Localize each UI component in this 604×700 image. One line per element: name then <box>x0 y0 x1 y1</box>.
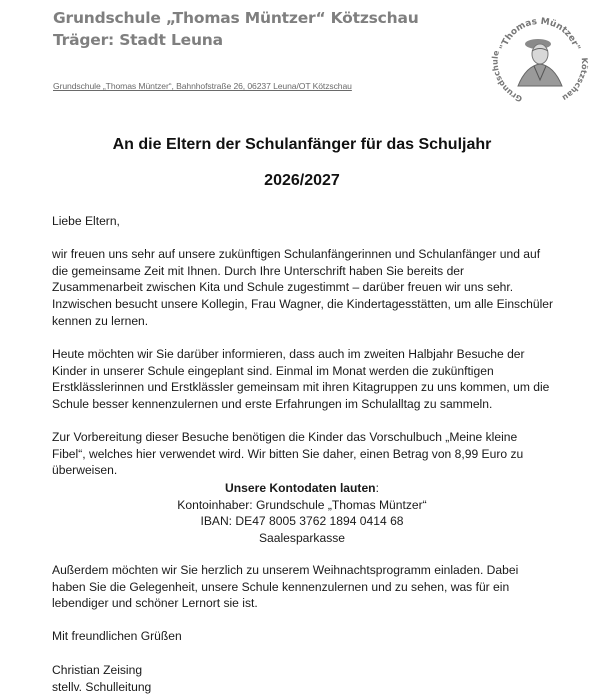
logo-ring-top: "Thomas Müntzer" <box>498 16 582 52</box>
signature-role: stellv. Schulleitung <box>52 679 152 694</box>
paragraph-invitation: Außerdem möchten wir Sie herzlich zu unserem Weihnachtsprogramm einladen. Dabei haben Sie die Gelegenheit, unsere Schule kennenzulernen und zu sehen, was für ein lebendiger und schöner Lernort sie ist. <box>52 563 519 611</box>
letterhead <box>53 7 419 51</box>
portrait-icon <box>486 10 594 110</box>
paragraph-visits: Heute möchten wir Sie darüber informieren, dass auch im zweiten Halbjahr Besuche der Kinder in unserer Schule eingeplant sind. Einmal im Monat werden die zukünftigen Erstklässlerinnen und Erstklässler gemeinsam mit ihren Kitagruppen zu uns kommen, um die Schule besser kennenzulernen und erste Erfahrungen im Schulalltag zu sammeln. <box>52 347 550 412</box>
salutation: Liebe Eltern, <box>52 214 120 228</box>
school-logo <box>486 10 594 110</box>
school-carrier: Träger: Stadt Leuna <box>53 31 223 49</box>
paragraph-intro: wir freuen uns sehr auf unsere zukünftigen Schulanfängerinnen und Schulanfänger und auf die gemeinsame Zeit mit Ihnen. Durch Ihre Unterschrift haben Sie bereits der Zusammenarbeit zwischen Kita und Schule zugestimmt – darüber freuen wir uns sehr. Inzwischen besucht unsere Kollegin, Frau Wagner, die Kindertagesstätten, um alle Einschüler kennen zu lernen. <box>52 247 554 328</box>
svg-text:Grundschule <box>491 49 524 103</box>
letter-title-year: 2026/2027 <box>264 172 340 189</box>
sender-address-line: Grundschule „Thomas Müntzer“, Bahnhofstraße 26, 06237 Leuna/OT Kötzschau <box>53 81 352 91</box>
signature-name: Christian Zeising <box>52 663 143 677</box>
svg-text:Kötzschau <box>560 57 589 102</box>
logo-ring-right: Kötzschau <box>560 57 590 103</box>
bank-details: Unsere Kontodaten lauten: Kontoinhaber: Grundschule „Thomas Müntzer“ IBAN: DE47 8005 3762 1894 0414 68 Saalesparkasse <box>0 480 604 547</box>
bank-heading: Unsere Kontodaten lauten <box>225 481 376 495</box>
account-holder: Kontoinhaber: Grundschule „Thomas Müntzer“ <box>177 497 427 512</box>
paragraph-payment: Zur Vorbereitung dieser Besuche benötigen die Kinder das Vorschulbuch „Meine kleine Fibel“, welches hier verwendet wird. Wir bitten Sie daher, einen Betrag von 8,99 Euro zu überweisen. <box>52 430 524 478</box>
school-name: Grundschule „Thomas Müntzer“ Kötzschau <box>53 9 419 27</box>
letter-title: An die Eltern der Schulanfänger für das Schuljahr <box>112 136 492 153</box>
closing: Mit freundlichen Grüßen <box>52 629 182 643</box>
signature <box>52 662 582 695</box>
bank-name: Saalesparkasse <box>258 531 346 546</box>
logo-ring-left: Grundschule <box>490 49 524 104</box>
iban: IBAN: DE47 8005 3762 1894 0414 68 <box>200 514 404 529</box>
